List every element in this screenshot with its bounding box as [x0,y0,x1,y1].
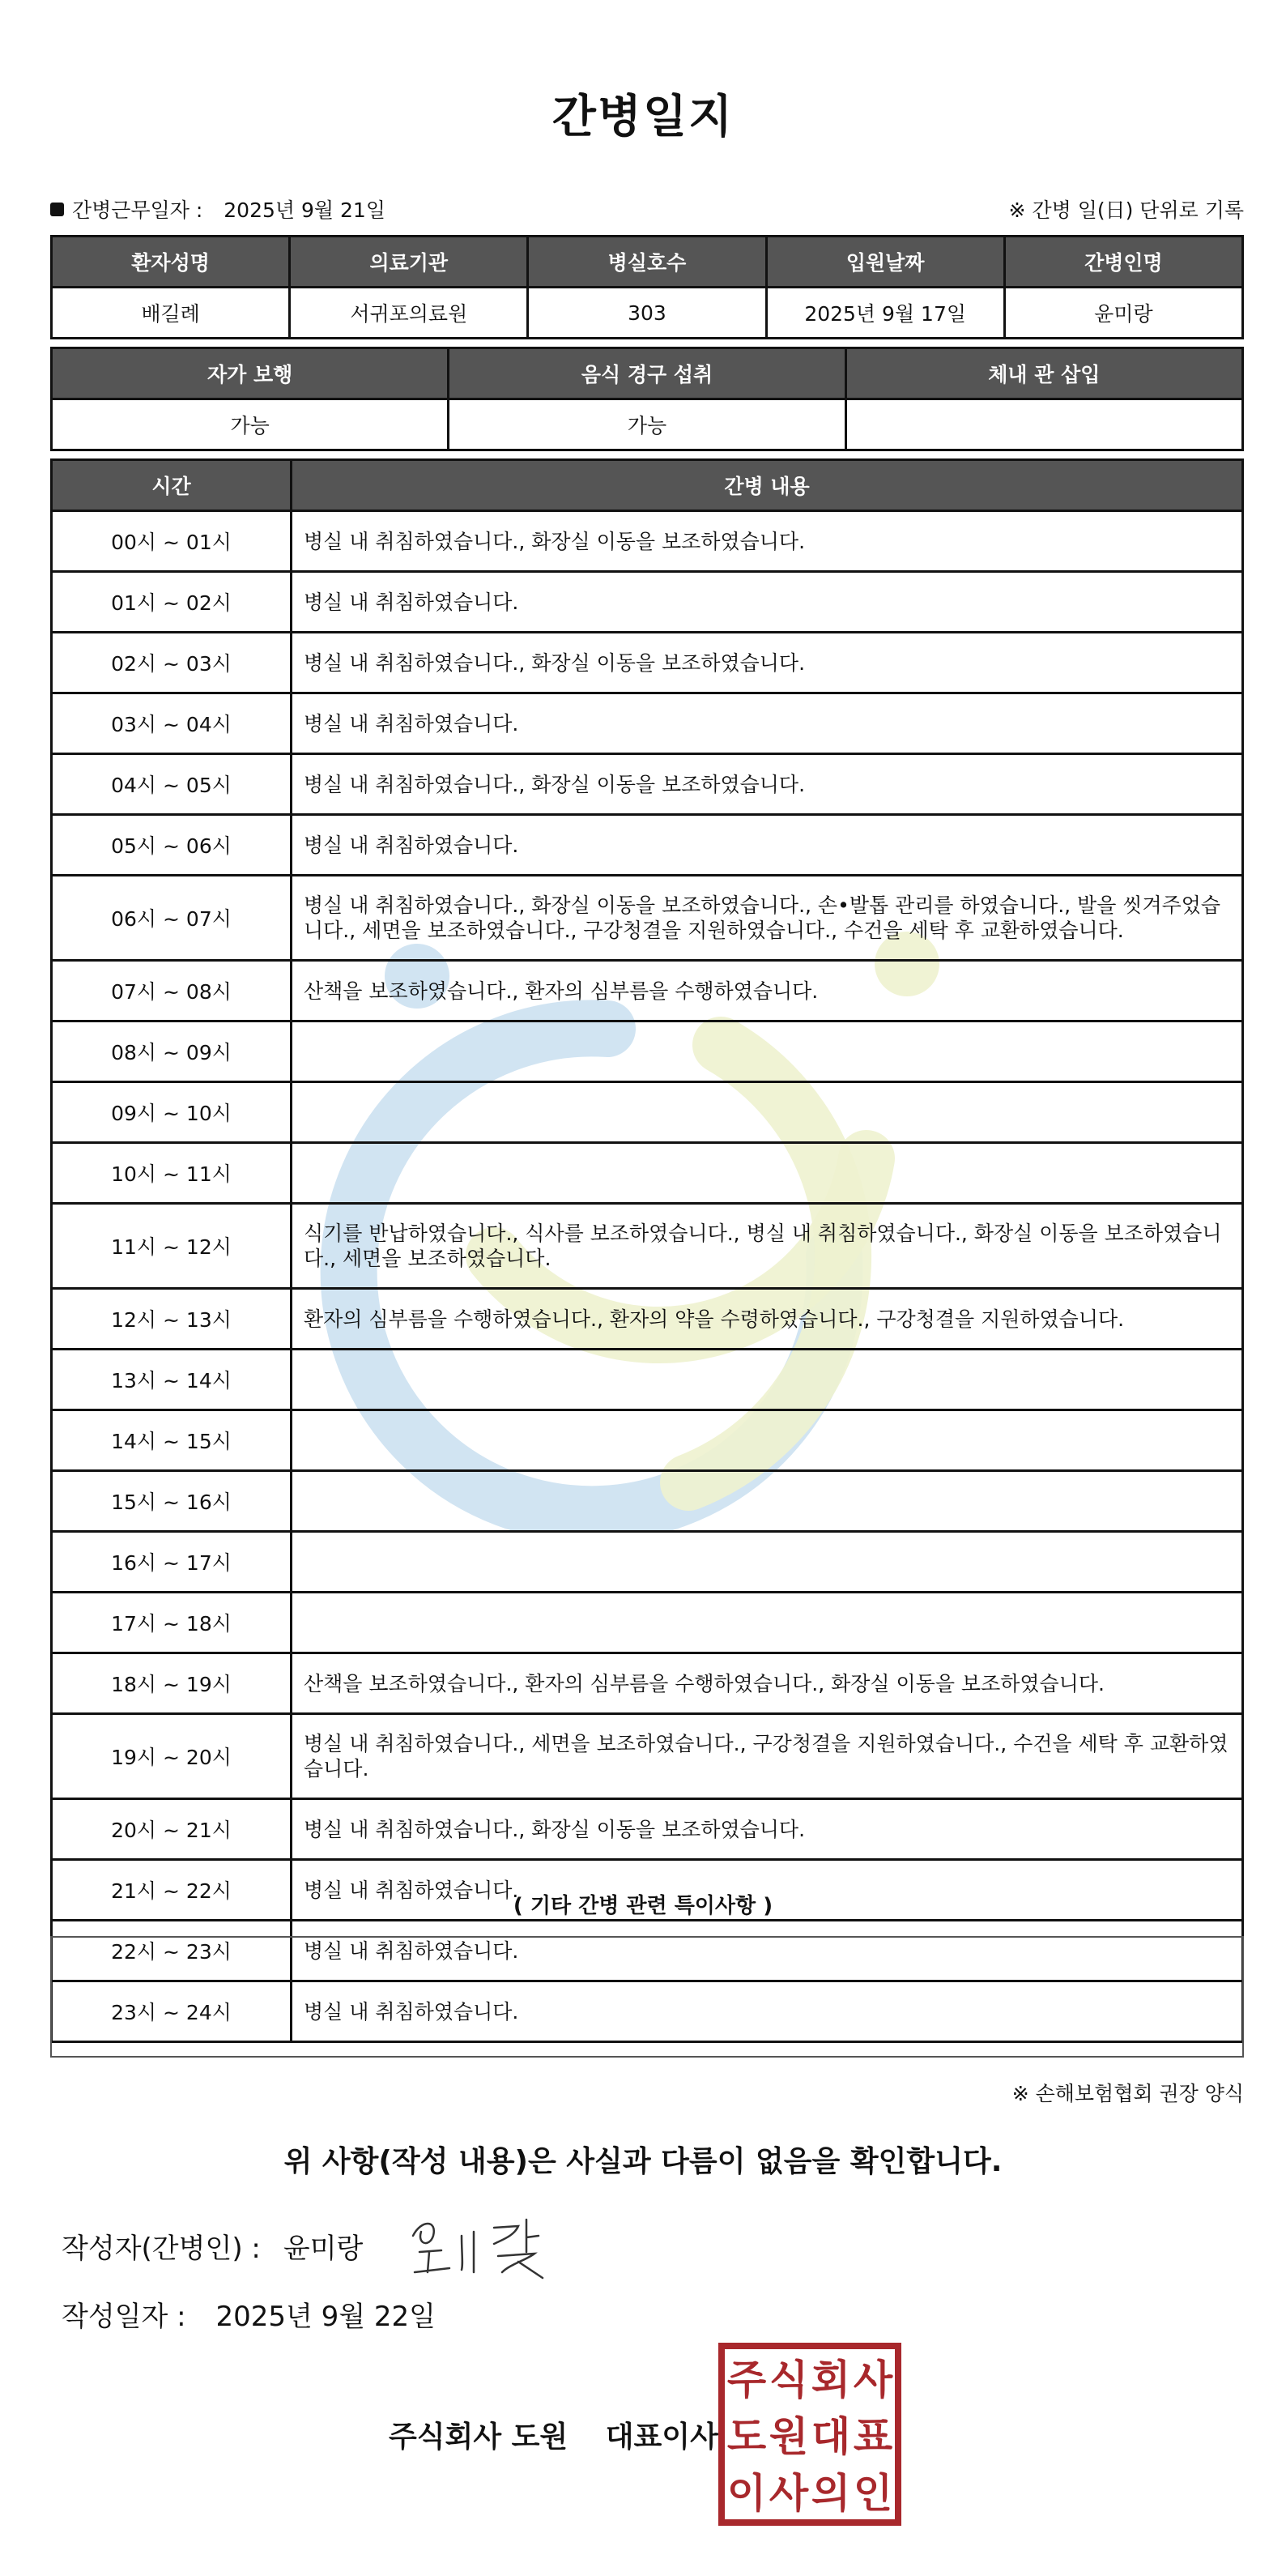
log-row [52,633,1243,693]
log-time: 07시 ~ 08시 [52,961,292,1021]
log-content: 산책을 보조하였습니다., 환자의 심부름을 수행하였습니다., 화장실 이동을 보조하였습니다. [292,1653,1243,1714]
header-oral-intake: 음식 경구 섭취 [449,348,845,399]
oral-intake-value: 가능 [449,399,845,450]
care-log-table [50,458,1244,2043]
log-row [52,1799,1243,1860]
walking-value: 가능 [52,399,449,450]
write-date-row [62,2294,436,2334]
seal-char: 원 [769,2413,809,2460]
log-row [52,1289,1243,1350]
log-row [52,1204,1243,1289]
log-row [52,1714,1243,1799]
seal-char: 의 [811,2470,851,2517]
patient-name: 배길례 [52,288,290,339]
room-number: 303 [528,288,766,339]
patient-value-row [52,288,1243,339]
log-time: 02시 ~ 03시 [52,633,292,693]
log-row [52,1350,1243,1410]
write-date-value: 2025년 9월 22일 [215,2301,436,2333]
log-time: 23시 ~ 24시 [52,1981,292,2042]
log-time: 22시 ~ 23시 [52,1921,292,1981]
hospital-name: 서귀포의료원 [290,288,528,339]
record-note: ※ 간병 일(日) 단위로 기록 [1008,198,1244,222]
work-date [50,194,385,224]
page-title: 간병일지 [551,91,735,143]
recommendation-note: ※ 손해보험협회 권장 양식 [1011,2082,1244,2105]
writer-row [62,2226,363,2266]
log-row [52,1532,1243,1593]
log-time: 11시 ~ 12시 [52,1204,292,1289]
write-date-label: 작성일자 : [62,2301,186,2333]
seal-char: 표 [853,2413,893,2460]
header-caregiver: 간병인명 [1004,237,1242,288]
patient-info-table [50,235,1244,339]
log-content [292,1410,1243,1471]
company-role: 대표이사 [605,2420,718,2454]
confirmation-statement: 위 사항(작성 내용)은 사실과 다름이 없음을 확인합니다. [283,2145,1003,2178]
log-content: 병실 내 취침하였습니다., 화장실 이동을 보조하였습니다., 손•발톱 관리를 하였습니다., 발을 씻겨주었습니다., 세면을 보조하였습니다., 구강청결을 지원하였습니다., 수건을 세탁 후 교환하였습니다. [292,876,1243,961]
log-row [52,693,1243,754]
log-content [292,1082,1243,1143]
log-content: 식기를 반납하였습니다., 식사를 보조하였습니다., 병실 내 취침하였습니다., 화장실 이동을 보조하였습니다., 세면을 보조하였습니다. [292,1204,1243,1289]
header-hospital: 의료기관 [290,237,528,288]
log-time: 13시 ~ 14시 [52,1350,292,1410]
work-date-label: 간병근무일자 : [72,198,203,222]
log-row [52,876,1243,961]
company-row [389,2414,718,2455]
log-time: 06시 ~ 07시 [52,876,292,961]
seal-char: 식 [769,2356,809,2403]
log-row [52,961,1243,1021]
status-value-row [52,399,1243,450]
seal-char: 도 [726,2413,767,2460]
log-time: 10시 ~ 11시 [52,1143,292,1204]
seal-char: 대 [811,2413,851,2460]
log-time: 08시 ~ 09시 [52,1021,292,1082]
log-row [52,511,1243,572]
seal-char: 주 [726,2356,767,2403]
log-content [292,1471,1243,1532]
log-time: 05시 ~ 06시 [52,815,292,876]
log-content: 병실 내 취침하였습니다., 화장실 이동을 보조하였습니다. [292,633,1243,693]
tube-value [845,399,1242,450]
log-content: 환자의 심부름을 수행하였습니다., 환자의 약을 수령하였습니다., 구강청결을 지원하였습니다. [292,1289,1243,1350]
header-admission-date: 입원날짜 [766,237,1004,288]
header-patient-name: 환자성명 [52,237,290,288]
log-time: 14시 ~ 15시 [52,1410,292,1471]
seal-char: 이 [726,2470,767,2517]
log-row [52,815,1243,876]
caregiver-name: 윤미랑 [1004,288,1242,339]
log-content: 병실 내 취침하였습니다., 화장실 이동을 보조하였습니다. [292,1799,1243,1860]
log-time: 20시 ~ 21시 [52,1799,292,1860]
log-content: 산책을 보조하였습니다., 환자의 심부름을 수행하였습니다. [292,961,1243,1021]
log-row [52,1021,1243,1082]
log-content: 병실 내 취침하였습니다., 세면을 보조하였습니다., 구강청결을 지원하였습니다., 수건을 세탁 후 교환하였습니다. [292,1714,1243,1799]
log-row [52,1593,1243,1653]
log-row [52,754,1243,815]
log-time: 16시 ~ 17시 [52,1532,292,1593]
log-content [292,1143,1243,1204]
log-time: 12시 ~ 13시 [52,1289,292,1350]
log-content: 병실 내 취침하였습니다. [292,1981,1243,2042]
log-content [292,1593,1243,1653]
log-row [52,1082,1243,1143]
company-name: 주식회사 도원 [389,2420,568,2454]
log-content: 병실 내 취침하였습니다. [292,1860,1243,1921]
log-time: 19시 ~ 20시 [52,1714,292,1799]
patient-header-row [52,237,1243,288]
seal-char: 인 [853,2470,893,2517]
log-header-row [52,460,1243,511]
header-time: 시간 [52,460,292,511]
notes-box [50,1936,1244,2058]
meta-row [50,194,1244,222]
writer-name: 윤미랑 [283,2233,364,2265]
admission-date: 2025년 9월 17일 [766,288,1004,339]
seal-char: 회 [811,2356,851,2403]
log-row [52,1471,1243,1532]
work-date-value: 2025년 9월 21일 [224,198,385,222]
log-time: 18시 ~ 19시 [52,1653,292,1714]
signature [405,2203,567,2284]
log-time: 21시 ~ 22시 [52,1860,292,1921]
log-content: 병실 내 취침하였습니다. [292,572,1243,633]
log-time: 01시 ~ 02시 [52,572,292,633]
header-tube: 체내 관 삽입 [845,348,1242,399]
log-content [292,1021,1243,1082]
writer-label: 작성자(간병인) : [62,2233,261,2265]
log-content: 병실 내 취침하였습니다. [292,1921,1243,1981]
notes-title: ( 기타 간병 관련 특이사항 ) [513,1894,773,1918]
log-content [292,1350,1243,1410]
square-bullet-icon [50,203,64,216]
header-walking: 자가 보행 [52,348,449,399]
company-seal [717,2341,903,2527]
log-content: 병실 내 취침하였습니다. [292,815,1243,876]
seal-char: 사 [853,2356,893,2403]
seal-char: 사 [769,2470,809,2517]
log-row [52,572,1243,633]
log-content: 병실 내 취침하였습니다., 화장실 이동을 보조하였습니다. [292,511,1243,572]
header-care-content: 간병 내용 [292,460,1243,511]
header-room: 병실호수 [528,237,766,288]
log-time: 04시 ~ 05시 [52,754,292,815]
log-time: 03시 ~ 04시 [52,693,292,754]
log-time: 09시 ~ 10시 [52,1082,292,1143]
log-row [52,1143,1243,1204]
log-time: 15시 ~ 16시 [52,1471,292,1532]
log-time: 00시 ~ 01시 [52,511,292,572]
log-row [52,1653,1243,1714]
status-header-row [52,348,1243,399]
log-content: 병실 내 취침하였습니다. [292,693,1243,754]
log-content: 병실 내 취침하였습니다., 화장실 이동을 보조하였습니다. [292,754,1243,815]
log-time: 17시 ~ 18시 [52,1593,292,1653]
log-content [292,1532,1243,1593]
patient-status-table [50,347,1244,451]
log-row [52,1410,1243,1471]
